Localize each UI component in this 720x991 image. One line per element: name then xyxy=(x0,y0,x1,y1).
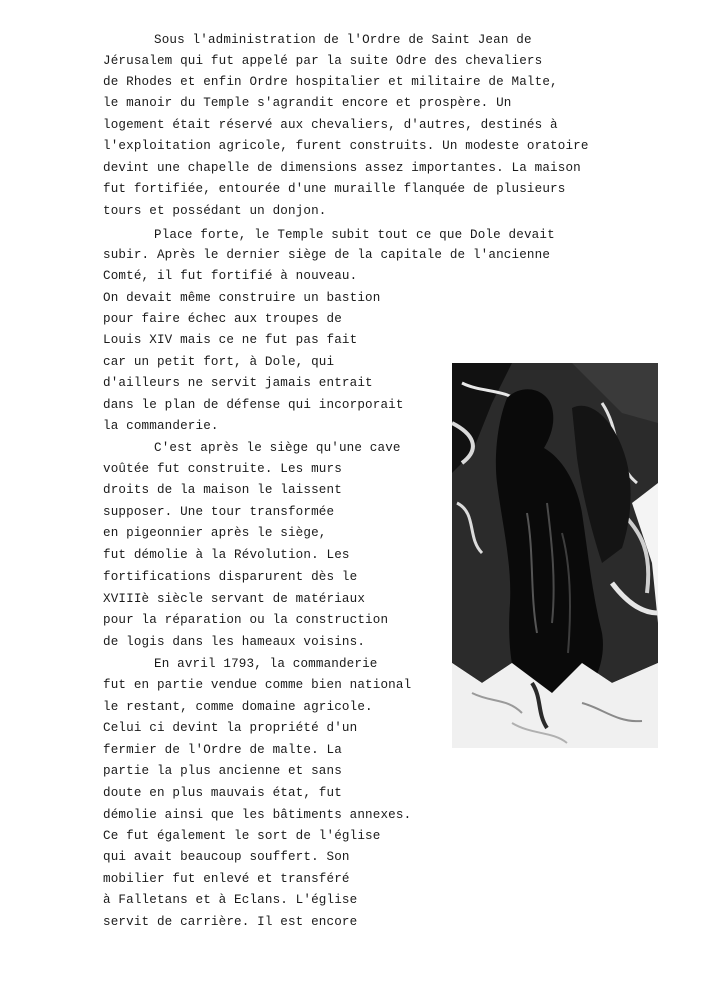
text-line: de logis dans les hameaux voisins. xyxy=(103,635,366,649)
text-line: Sous l'administration de l'Ordre de Saint Jean de xyxy=(154,33,532,47)
text-line: Jérusalem qui fut appelé par la suite Odre des chevaliers xyxy=(103,54,543,68)
text-line: tours et possédant un donjon. xyxy=(103,204,327,218)
text-line: partie la plus ancienne et sans xyxy=(103,764,342,778)
text-line: fermier de l'Ordre de malte. La xyxy=(103,743,342,757)
text-line: le manoir du Temple s'agrandit encore et prospère. Un xyxy=(103,96,512,110)
text-line: C'est après le siège qu'une cave xyxy=(154,441,401,455)
text-line: qui avait beaucoup souffert. Son xyxy=(103,850,350,864)
text-line: fut en partie vendue comme bien national xyxy=(103,678,412,692)
text-line: le restant, comme domaine agricole. xyxy=(103,700,373,714)
text-line: d'ailleurs ne servit jamais entrait xyxy=(103,376,373,390)
text-line: voûtée fut construite. Les murs xyxy=(103,462,342,476)
text-line: Place forte, le Temple subit tout ce que Dole devait xyxy=(154,228,555,242)
text-line: dans le plan de défense qui incorporait xyxy=(103,398,404,412)
text-line: Ce fut également le sort de l'église xyxy=(103,829,381,843)
statue-photo-image xyxy=(452,363,658,748)
statue-photo xyxy=(452,363,658,748)
text-line: On devait même construire un bastion xyxy=(103,291,381,305)
text-line: fut démolie à la Révolution. Les xyxy=(103,548,350,562)
text-line: droits de la maison le laissent xyxy=(103,483,342,497)
text-line: logement était réservé aux chevaliers, d'autres, destinés à xyxy=(103,118,558,132)
text-line: démolie ainsi que les bâtiments annexes. xyxy=(103,808,412,822)
text-line: mobilier fut enlevé et transféré xyxy=(103,872,350,886)
text-line: subir. Après le dernier siège de la capitale de l'ancienne xyxy=(103,248,551,262)
text-line: Louis XIV mais ce ne fut pas fait xyxy=(103,333,358,347)
text-line: à Falletans et à Eclans. L'église xyxy=(103,893,358,907)
text-line: car un petit fort, à Dole, qui xyxy=(103,355,335,369)
text-line: doute en plus mauvais état, fut xyxy=(103,786,342,800)
text-line: en pigeonnier après le siège, xyxy=(103,526,327,540)
text-line: devint une chapelle de dimensions assez importantes. La maison xyxy=(103,161,581,175)
text-line: pour faire échec aux troupes de xyxy=(103,312,342,326)
text-line: fortifications disparurent dès le xyxy=(103,570,358,584)
text-line: de Rhodes et enfin Ordre hospitalier et militaire de Malte, xyxy=(103,75,558,89)
text-line: l'exploitation agricole, furent construits. Un modeste oratoire xyxy=(103,139,589,153)
text-line: En avril 1793, la commanderie xyxy=(154,657,378,671)
text-line: pour la réparation ou la construction xyxy=(103,613,389,627)
text-line: la commanderie. xyxy=(103,419,219,433)
text-line: supposer. Une tour transformée xyxy=(103,505,335,519)
text-line: servit de carrière. Il est encore xyxy=(103,915,358,929)
text-line: XVIIIè siècle servant de matériaux xyxy=(103,592,366,606)
text-line: Comté, il fut fortifié à nouveau. xyxy=(103,269,358,283)
text-line: Celui ci devint la propriété d'un xyxy=(103,721,358,735)
text-line: fut fortifiée, entourée d'une muraille flanquée de plusieurs xyxy=(103,182,566,196)
